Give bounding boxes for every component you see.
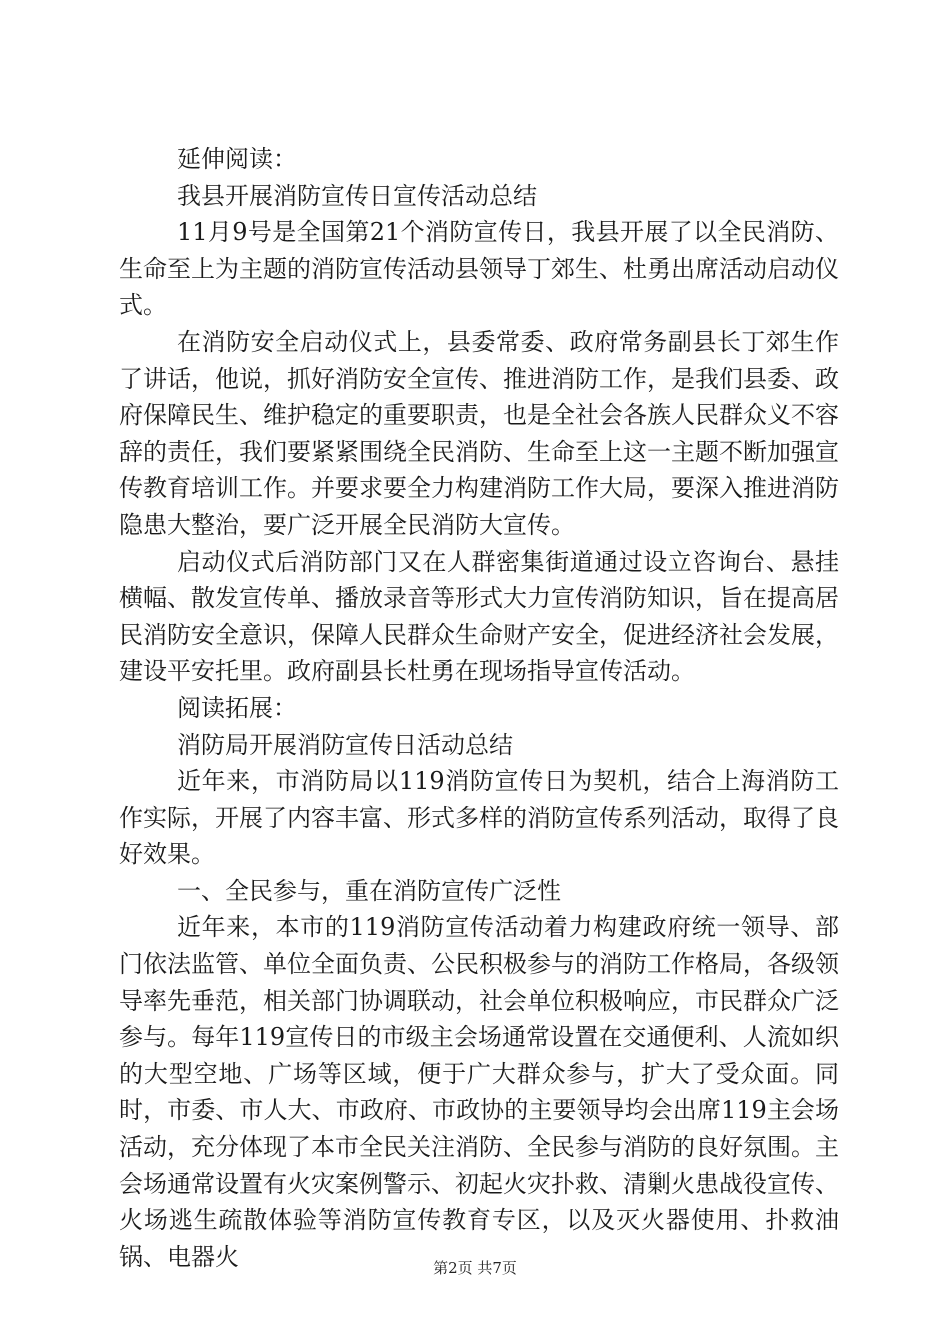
extended-reading-label: 延伸阅读： [177,145,297,173]
paragraph-1: 11月9号是全国第21个消防宣传日，我县开展了以全民消防、生命至上为主题的消防宣传活动县领导丁郊生、杜勇出席活动启动仪式。 [119,218,839,320]
document-body [119,141,839,1275]
page-number-footer: 第2页 共7页 [433,1259,517,1277]
article-title-1: 我县开展消防宣传日宣传活动总结 [177,181,537,210]
section-heading-1: 一、全民参与，重在消防宣传广泛性 [177,876,561,905]
paragraph-5: 近年来，本市的119消防宣传活动着力构建政府统一领导、部门依法监管、单位全面负责、公民积极参与的消防工作格局，各级领导率先垂范，相关部门协调联动，社会单位积极响应，市民群众广泛参与。每年119宣传日的市级主会场通常设置在交通便利、人流如织的大型空地、广场等区域，便于广大群众参与，扩大了受众面。同时，市委、市人大、市政府、市政协的主要领导均会出席119主会场活动，充分体现了本市全民关注消防、全民参与消防的良好氛围。主会场通常设置有火灾案例警示、初起火灾扑救、清剿火患战役宣传、火场逃生疏散体验等消防宣传教育专区，以及灭火器使用、扑救油锅、电器火 [119,913,839,1271]
paragraph-3: 启动仪式后消防部门又在人群密集街道通过设立咨询台、悬挂横幅、散发宣传单、播放录音等形式大力宣传消防知识，旨在提高居民消防安全意识，保障人民群众生命财产安全，促进经济社会发展，建设平安托里。政府副县长杜勇在现场指导宣传活动。 [119,547,839,686]
reading-expansion-label: 阅读拓展： [177,693,297,722]
paragraph-4: 近年来，市消防局以119消防宣传日为契机，结合上海消防工作实际，开展了内容丰富、形式多样的消防宣传系列活动，取得了良好效果。 [119,767,839,869]
article-title-2: 消防局开展消防宣传日活动总结 [177,730,513,759]
paragraph-2: 在消防安全启动仪式上，县委常委、政府常务副县长丁郊生作了讲话，他说，抓好消防安全宣传、推进消防工作，是我们县委、政府保障民生、维护稳定的重要职责，也是全社会各族人民群众义不容辞的责任，我们要紧紧围绕全民消防、生命至上这一主题不断加强宣传教育培训工作。并要求要全力构建消防工作大局，要深入推进消防隐患大整治，要广泛开展全民消防大宣传。 [119,327,839,539]
